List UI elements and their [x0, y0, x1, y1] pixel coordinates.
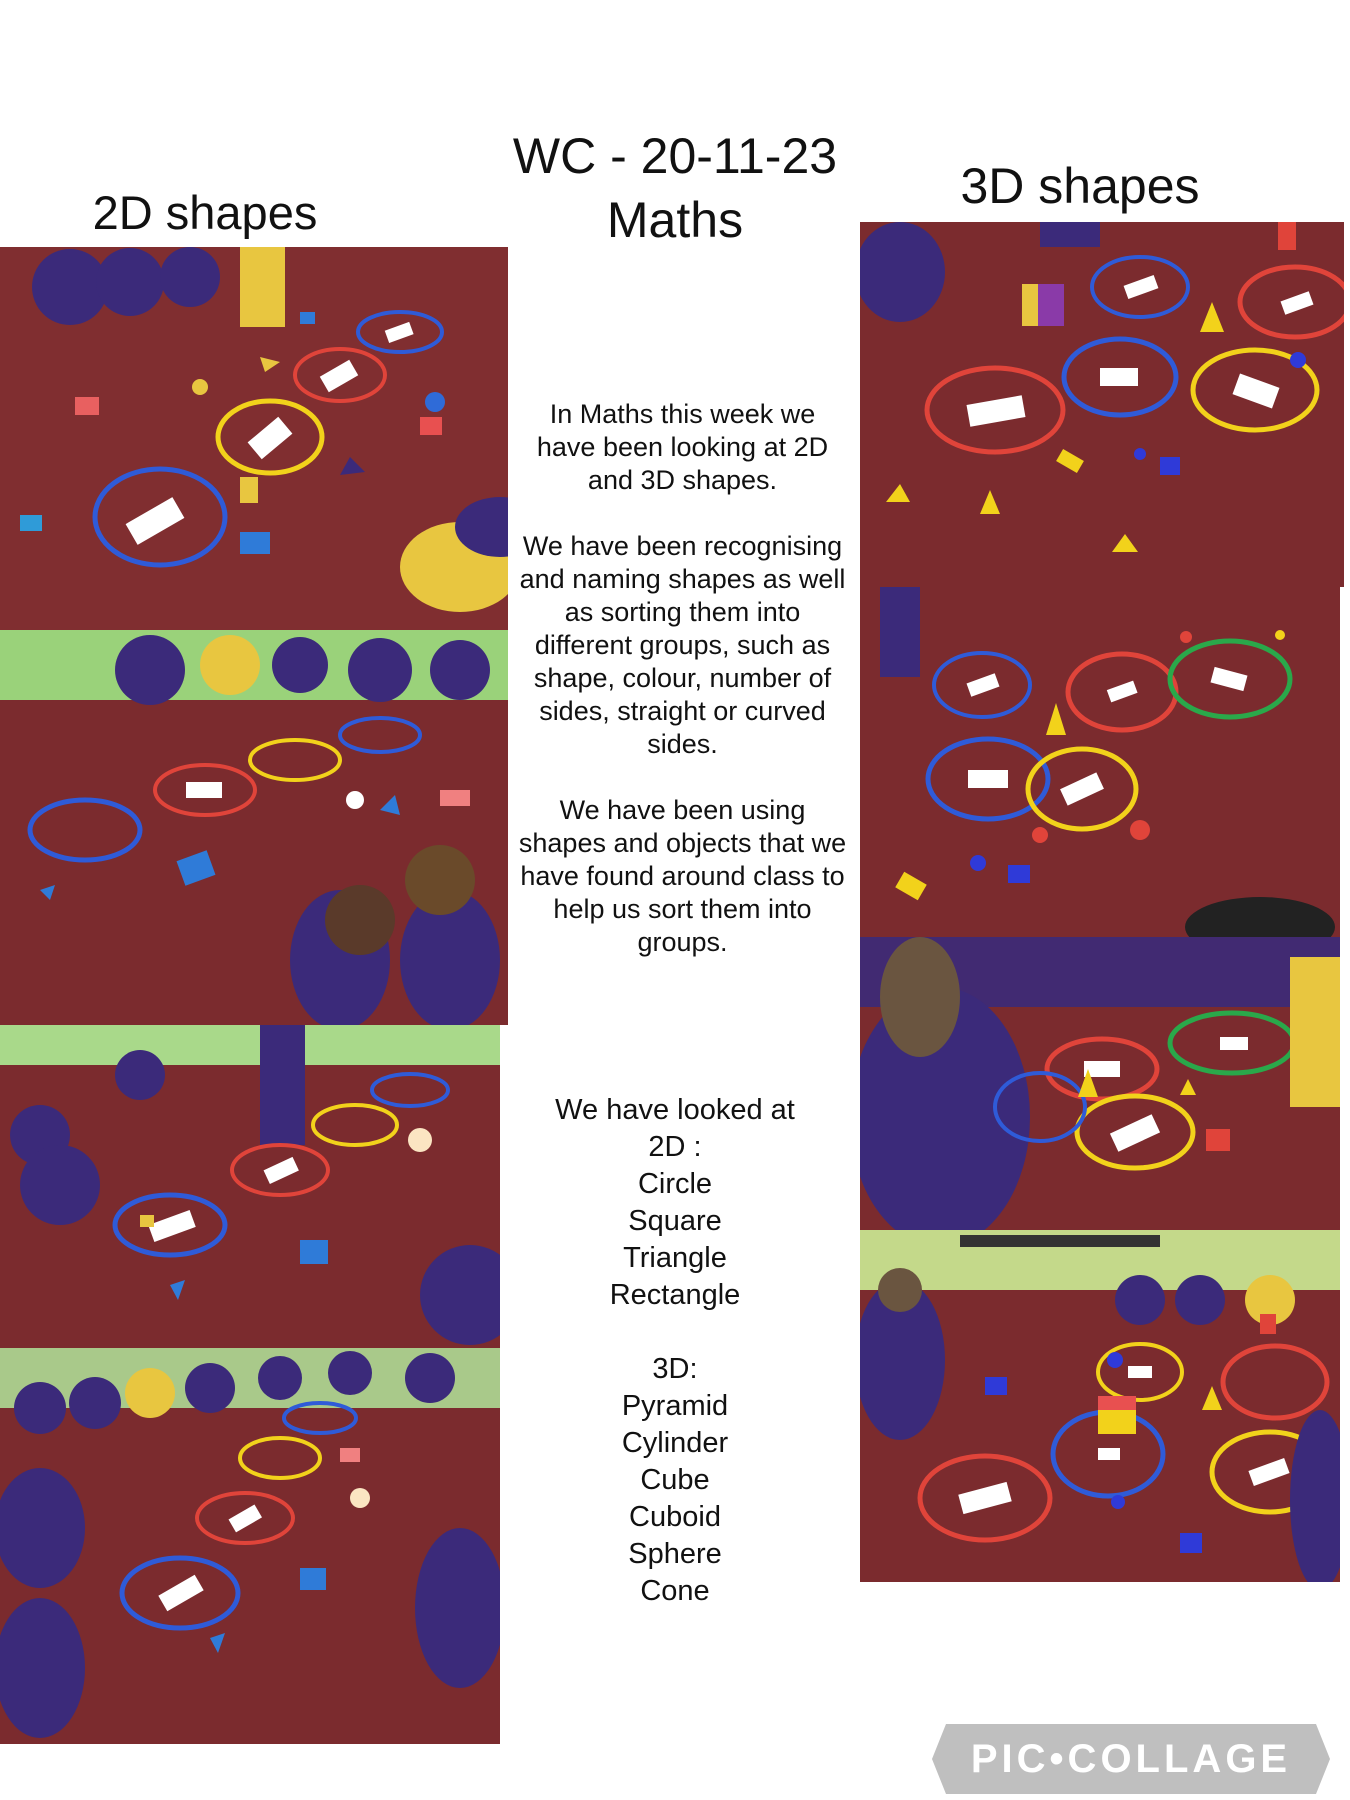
shape-item: Pyramid — [621, 1390, 729, 1422]
intro-paragraph-3: We have been using shapes and objects that we have found around class to help us sort them into groups. — [518, 795, 847, 957]
shape-item: Triangle — [623, 1242, 727, 1274]
pic-collage-watermark — [932, 1724, 1330, 1794]
photo-2d-1 — [0, 247, 508, 630]
photo-3d-3 — [860, 937, 1340, 1230]
intro-paragraph-1: In Maths this week we have been looking at 2D and 3D shapes. — [536, 399, 829, 495]
right-heading: 3D shapes — [960, 158, 1200, 214]
shape-item: Sphere — [628, 1538, 722, 1570]
intro-text — [505, 398, 860, 959]
shape-item: Rectangle — [609, 1279, 741, 1311]
shape-item: Cylinder — [621, 1427, 729, 1459]
photo-2d-4 — [0, 1348, 500, 1744]
shapes-list — [505, 1092, 845, 1610]
shapes-3d-list — [505, 1388, 845, 1610]
photo-2d-2 — [0, 630, 508, 1025]
shape-item: Cube — [640, 1464, 710, 1496]
photo-3d-2 — [860, 587, 1340, 937]
photo-2d-3 — [0, 1025, 500, 1348]
title-line-2: Maths — [606, 192, 744, 248]
photo-3d-4 — [860, 1230, 1340, 1582]
shape-item: Circle — [637, 1168, 713, 1200]
shape-item: Square — [628, 1205, 722, 1237]
shapes-3d-label: 3D: — [652, 1353, 698, 1385]
shape-item: Cone — [640, 1575, 710, 1607]
watermark-text: PIC•COLLAGE — [970, 1737, 1292, 1781]
left-heading: 2D shapes — [92, 186, 318, 239]
shapes-2d-list — [505, 1166, 845, 1314]
shape-item: Cuboid — [629, 1501, 721, 1533]
photo-3d-1 — [860, 222, 1344, 587]
intro-paragraph-2: We have been recognising and naming shapes as well as sorting them into different groups, such as shape, colour, number of sides, straight or curved sides. — [519, 531, 846, 759]
looked-at-lead: We have looked at 2D : — [555, 1094, 795, 1163]
title-line-1: WC - 20-11-23 — [512, 128, 838, 184]
